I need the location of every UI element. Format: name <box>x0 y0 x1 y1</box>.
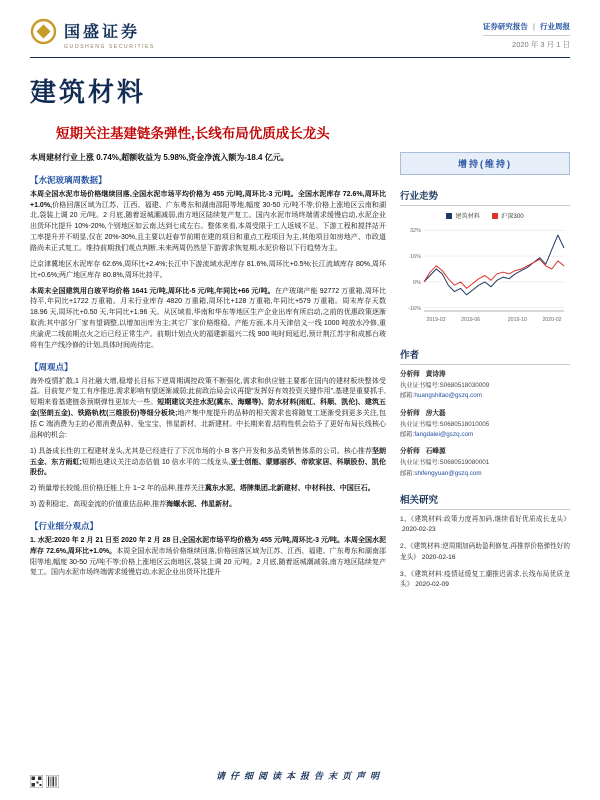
authors-section-title: 作者 <box>400 347 570 365</box>
author-email-link[interactable]: fangdalei@gszq.com <box>414 430 474 438</box>
author-entry: 分析师 黄诗涛 执业证书编号:S0680518030009 邮箱:huangshitao@gszq.com <box>400 371 490 400</box>
report-subtitle: 短期关注基建链条弹性,长线布局优质成长龙头 <box>56 126 330 141</box>
paragraph-point-3: 3) 盈利稳定、高现金流的价值重估品种,推荐海螺水泥、伟星新材。 <box>30 501 237 509</box>
report-header <box>30 18 570 58</box>
legend-swatch-icon <box>446 213 452 219</box>
author-name: 石峰源 <box>425 448 446 456</box>
brand-text <box>64 19 155 50</box>
legend-item: 建筑材料 <box>446 211 480 220</box>
trend-chart-svg <box>400 221 570 329</box>
related-research-item: 1、《建筑材料:政策力度再加码,继续看好优质成长龙头》2020-02-23 <box>400 515 570 534</box>
brand-name-en: GUOSHENG SECURITIES <box>64 43 155 50</box>
main-column <box>30 152 386 584</box>
author-entry: 分析师 房大磊 执业证书编号:S0680518010005 邮箱:fangdalei@gszq.com <box>400 409 490 438</box>
page-title: 建筑材料 <box>30 77 147 107</box>
legend-item: 沪深300 <box>492 211 524 220</box>
page-footer <box>0 766 600 784</box>
related-research-item: 2、《建筑材料:逆周期加码助盈利修复,再推荐价格弹性好的龙头》 2020-02-16 <box>400 543 570 561</box>
related-date: 2020-02-23 <box>402 526 436 534</box>
trend-chart <box>400 211 570 334</box>
svg-text:2019-06: 2019-06 <box>461 317 481 323</box>
related-research-item: 3、《建筑材料:疫情延缓复工潮推迟需求,长线布局优质龙头》 2020-02-09 <box>400 570 570 588</box>
sidebar <box>400 152 570 597</box>
report-date: 2020 年 3 月 1 日 <box>483 35 570 50</box>
brand <box>30 18 155 50</box>
svg-text:32%: 32% <box>409 228 421 235</box>
separator: | <box>532 22 535 31</box>
paragraph: 海外疫情扩散,1 月社融大增,稳增长目标下逆周期调控政策不断强化,需求和供应链主要都在国内的建材板块整体受益。目前复产复工有序推进,需求影响有望逐渐减弱;此前政治局会议再提“发挥好有效投资关键作用”,基建是重要抓手,短期来看基建链条预期弹性更加大一些。短期建议关注水泥(冀东、海螺等)、防水材料(雨虹、科顺、凯伦)、建筑五金(坚朗五金)、铁路轨枕(三维股份)等细分板块;地产集中度提升的品种的相关需求也将随复工逐渐受到更多关注,包括 C 端消费为主的必需消费品种、兔宝宝、伟星新材、北新建材。中长期来看,结构性机会给予了更好布局长线核心品种的机会: <box>30 377 387 439</box>
header-meta <box>483 21 570 50</box>
paragraph-point-1: 1) 具备成长性的工程建材龙头,尤其是已经进行了下沉市场的小 B 客户开发和多品类销售体系的公司。核心推荐坚朗五金、东方雨虹;短期也建议关注动态估值 10 倍水平的二线龙头,亚士创能、蒙娜丽莎、帝欧家居、科顺股份、凯伦股份。 <box>30 447 387 477</box>
author-entry: 分析师 石峰源 执业证书编号:S0680519080001 邮箱:shifengyuan@gszq.com <box>400 448 490 477</box>
author-name: 房大磊 <box>425 409 446 417</box>
guosheng-logo-icon <box>30 18 57 50</box>
svg-text:2019-10: 2019-10 <box>507 317 527 323</box>
author-role: 分析师 <box>400 448 420 456</box>
cert-number: S0680518010005 <box>439 420 490 428</box>
related-date: 2020-02-16 <box>421 553 456 561</box>
section-weekly-view <box>30 361 386 511</box>
related-section-title: 相关研究 <box>400 492 570 510</box>
related-date: 2020-02-09 <box>415 580 449 588</box>
paragraph: 泛京津冀地区水泥库存 62.6%,周环比+2.4%;长江中下游流域水泥库存 81.6%,周环比+0.5%;长江流域库存 80%,周环比+0.6%;两广地区库存 80.8%,周环比持平。 <box>30 260 386 279</box>
report-type: 证券研究报告 | 行业周报 <box>482 22 570 31</box>
section-cement-glass <box>30 174 386 352</box>
section-title-cement: 【水泥玻璃周数据】 <box>30 174 107 185</box>
brand-name: 国盛证券 <box>64 23 141 41</box>
trend-section-title: 行业走势 <box>400 188 570 206</box>
rating-badge: 增持(维持) <box>400 152 570 175</box>
author-name: 黄诗涛 <box>425 371 446 378</box>
paragraph: 1. 水泥:2020 年 2 月 21 日至 2020 年 2 月 28 日,全国水泥市场平均价格为 455 元/吨,周环比-3 元/吨。本周全国水泥库存 72.6%,周环比+1.0%。本周全国水泥市场价格继续回落,价格回落区域为江苏、江西、福建、广东粤东和湖南邵阳等地,幅度 30-50 元/吨不等;价格上涨地区云南地区,袋装上调 20 元/吨。2 月底,随着返城潮减弱,南方地区陆续复产复工。国内水泥市场终端需求缓慢启动,水泥企业出货环比提升 <box>30 536 386 577</box>
author-role: 分析师 <box>400 371 420 378</box>
paragraph-point-2: 2) 销量增长较缓,但价格还能上升 1~2 年的品种,推荐关注冀东水泥、塔牌集团,北新建材、中材科技、中国巨石。 <box>30 485 375 493</box>
svg-text:16%: 16% <box>409 254 421 261</box>
svg-text:2020-02: 2020-02 <box>542 317 562 323</box>
svg-text:-16%: -16% <box>408 305 421 312</box>
section-title-industry: 【行业细分观点】 <box>30 520 99 531</box>
section-industry-detail <box>30 520 386 579</box>
footer-disclaimer: 请仔细阅读本报告末页声明 <box>215 771 384 781</box>
cert-number: S0680519080001 <box>439 459 490 467</box>
svg-text:0%: 0% <box>413 279 421 286</box>
paragraph: 本周末全国建筑用白玻平均价格 1641 元/吨,周环比-5 元/吨,年同比+66 元/吨。在产玻璃产能 92772 万重箱,周环比持平,年同比+1722 万重箱。月末行业库存 4820 万重箱,周环比+128 万重箱,年同比+579 万重箱。周末库存天数 18.96 天,周环比+0.50 天,年同比+1.96 天。从区域看,华南和华东等地区生产企业出库有所启动,之前的优惠政策逐渐取消;其中部分厂家有望调整,以增加出库为主;其它厂家价格维稳。产能方面,本月天津信义一线 1000 吨放水冷修,重庆渝虎二线前期点火之后已经正常生产。前期计划点火的福建新福兴二线 900 吨时间延迟,预计荆江苏宇和成都台玻将有生产线冷修的计划,具体时间尚待定。 <box>30 287 386 349</box>
chart-legend <box>400 211 570 220</box>
legend-swatch-icon <box>492 213 498 219</box>
author-email-link[interactable]: huangshitao@gszq.com <box>414 392 482 400</box>
cert-number: S0680518030009 <box>439 381 490 389</box>
paragraph: 本周全国水泥市场价格继续回落,全国水泥市场平均价格为 455 元/吨,周环比-3 元/吨。全国水泥库存 72.6%,周环比+1.0%,价格回落区域为江苏、江西、福建、广东粤东和湖南邵阳等地,幅度 30-50 元/吨不等;价格上涨地区云南和湖北,袋装上调 20 元/吨。2 月底,随着返城潮减弱,南方地区陆续复产复工。国内水泥市场终端需求缓慢启动,水泥企业出货环比提升 10%-20%,个别地区如云南,达到七成左右。整体来看,本周受限于工人返城不足、下游工程和搅拌站开工率提升并不明显,仅在 20%-30%,且主要以赶春节前期在建的项目和重点工程项目为主,其他项目如房地产、市政道路尚未正式复工。维持前期我们观点判断,未来两周仍然是下游需求恢复期,水泥价格以下行趋势为主。 <box>30 190 386 253</box>
content-columns <box>30 152 570 597</box>
author-role: 分析师 <box>400 409 420 417</box>
section-title-weekly: 【周观点】 <box>30 361 73 372</box>
summary-text: 本周建材行业上涨 0.74%,超额收益为 5.98%,资金净流入额为-18.4 亿元。 <box>30 153 289 162</box>
svg-text:2019-03: 2019-03 <box>426 317 446 323</box>
author-email-link[interactable]: shifengyuan@gszq.com <box>414 469 482 477</box>
